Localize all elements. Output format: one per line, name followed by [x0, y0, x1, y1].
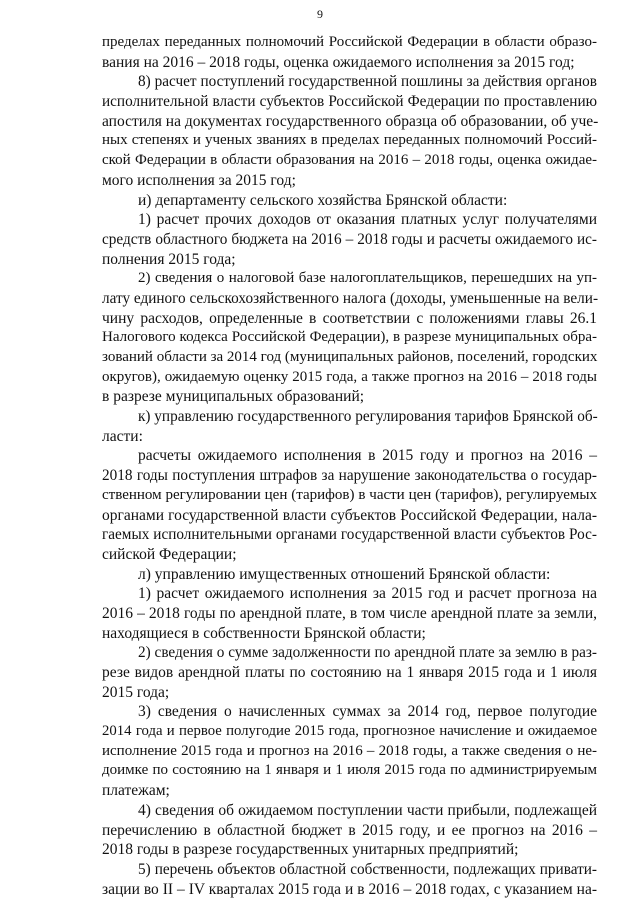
text-line: платежам; [102, 782, 170, 800]
text-line: округов), ожидаемую оценку 2015 года, а также прогноз на 2016 – 2018 годы [102, 368, 597, 385]
text-line: в разрезе муниципальных образований; [102, 388, 365, 406]
text-line: 2018 годы поступления штрафов за нарушение законодательства о государ- [102, 467, 597, 485]
text-line: 3) сведения о начисленных суммах за 2014 год, первое полугодие [138, 703, 597, 721]
text-line: пределах переданных полномочий Российской Федерации в области образо- [102, 34, 597, 50]
text-line: ственном регулировании цен (тарифов) в части цен (тарифов), регулируемых [102, 486, 597, 503]
text-line: 8) расчет поступлений государственной пошлины за действия органов [138, 73, 597, 91]
text-line: 2014 года и первое полугодие 2015 года, прогнозное начисление и ожидаемое [102, 723, 597, 740]
text-line: апостиля на документах государственного образца об образовании, об уче- [102, 112, 599, 130]
text-line: 1) расчет прочих доходов от оказания платных услуг получателями [138, 211, 597, 229]
text-line: лату единого сельскохозяйственного налога (доходы, уменьшенные на вели- [102, 289, 599, 307]
text-line: доимке по состоянию на 1 января и 1 июля 2015 года по администрируемым [102, 762, 597, 779]
text-line: резе видов арендной платы по состоянию на 1 января 2015 года и 1 июля [102, 664, 597, 681]
text-line: зации во II – IV кварталах 2015 года и в 2016 – 2018 годах, с указанием на- [102, 880, 597, 898]
text-line: вания на 2016 – 2018 годы, оценка ожидаемого исполнения за 2015 год; [102, 53, 575, 71]
text-line: Налогового кодекса Российской Федерации), в разрезе муниципальных обра- [102, 329, 597, 346]
text-line: 2015 года; [102, 683, 170, 701]
text-line: 5) перечень объектов областной собственности, подлежащих привати- [138, 860, 597, 878]
text-line: сийской Федерации; [102, 545, 237, 563]
text-line: исполнение 2015 года и прогноз на 2016 – 2018 годы, а также сведения о не- [102, 742, 597, 759]
text-line: зований области за 2014 год (муниципальных районов, поселений, городских [102, 349, 598, 365]
text-line: 2) сведения о сумме задолженности по арендной плате за землю в раз- [138, 644, 597, 662]
text-line: полнения 2015 года; [102, 250, 236, 268]
text-line: 1) расчет ожидаемого исполнения за 2015 год и расчет прогноза на [138, 585, 597, 603]
text-line: ской Федерации в области образования на 2016 – 2018 годы, оценка ожидае- [102, 152, 597, 169]
text-line: средств областного бюджета на 2016 – 2018 годы и расчеты ожидаемого ис- [102, 230, 597, 248]
text-line: 2016 – 2018 годы по арендной плате, в том числе арендной плате за земли, [102, 604, 597, 622]
text-line: исполнительной власти субъектов Российской Федерации по проставлению [102, 93, 597, 111]
text-line: перечислению в областной бюджет в 2015 году, и ее прогноз на 2016 – [102, 821, 597, 839]
text-line: расчеты ожидаемого исполнения в 2015 году и прогноз на 2016 – [138, 447, 597, 465]
text-line: ласти: [102, 427, 143, 445]
text-line: чину расходов, определенные в соответствии с положениями главы 26.1 [102, 309, 597, 327]
text-line: и) департаменту сельского хозяйства Брянской области: [138, 191, 508, 209]
text-line: мого исполнения за 2015 год; [102, 171, 296, 189]
text-line: 2018 годы в разрезе государственных унитарных предприятий; [102, 841, 519, 859]
page-number: 9 [317, 7, 323, 21]
text-line: 2) сведения о налоговой базе налогоплательщиков, перешедших на уп- [138, 270, 597, 287]
text-line: органами государственной власти субъектов Российской Федерации, нала- [102, 506, 597, 524]
text-line: ных степенях и ученых званиях в пределах переданных полномочий Россий- [102, 132, 597, 149]
text-line: гаемых исполнительными органами государственной власти субъектов Рос- [102, 526, 597, 544]
document-body [102, 33, 597, 899]
text-line: 4) сведения об ожидаемом поступлении части прибыли, подлежащей [138, 801, 597, 819]
text-line: находящиеся в собственности Брянской области; [102, 624, 426, 642]
text-line: к) управлению государственного регулирования тарифов Брянской об- [138, 408, 598, 426]
text-line: л) управлению имущественных отношений Брянской области: [138, 565, 551, 583]
